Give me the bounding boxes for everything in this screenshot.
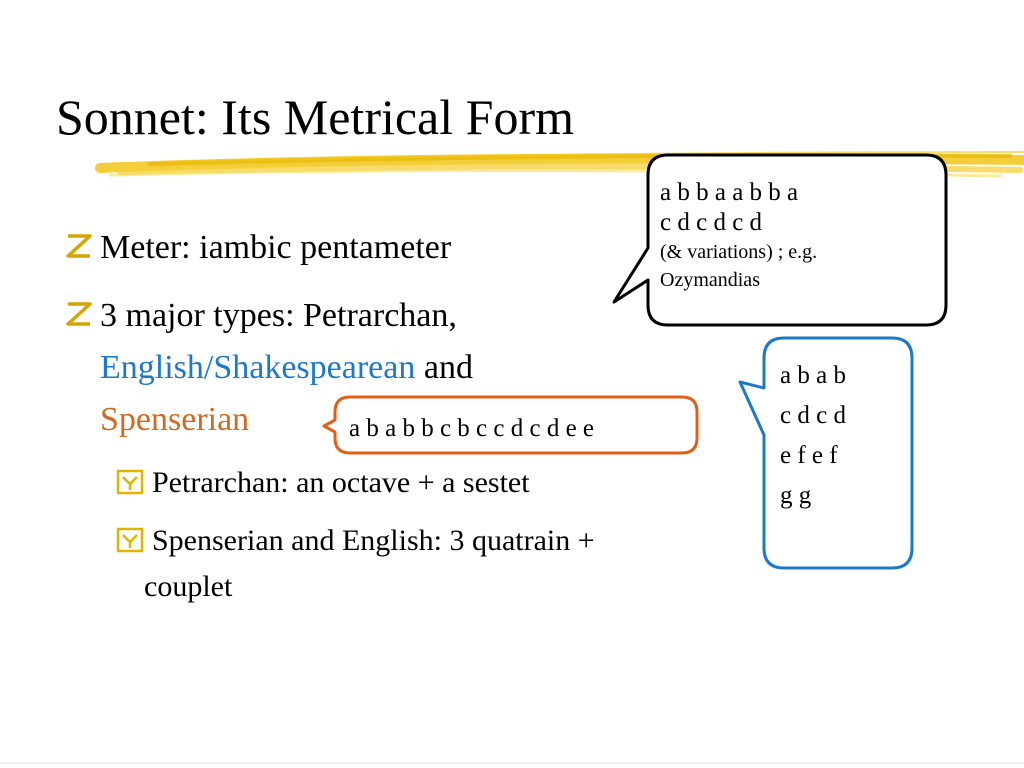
callout-english-text xyxy=(780,356,846,516)
callout-petrarchan-line1: a b b a a b b a xyxy=(660,179,799,206)
and-text: and xyxy=(415,349,473,386)
callout-english-line1: a b a b xyxy=(780,362,846,389)
callout-english-line2: c d c d xyxy=(780,402,846,429)
callout-petrarchan-line4: Ozymandias xyxy=(660,269,760,291)
sub-bullet-spenserian-english-line2: couplet xyxy=(144,570,233,603)
callout-spenserian-text: a b a b b c b c c d c d e e xyxy=(349,415,595,442)
callout-petrarchan-text xyxy=(660,178,817,294)
sub-bullet-spenserian-english-text: Spenserian and English: 3 quatrain + xyxy=(152,524,595,557)
slide-title: Sonnet: Its Metrical Form xyxy=(56,89,574,145)
callout-english-line3: e f e f xyxy=(780,442,838,469)
callout-petrarchan-line3: (& variations) ; e.g. xyxy=(660,241,818,263)
bullet-meter-text: Meter: iambic pentameter xyxy=(100,229,452,266)
spenserian-label: Spenserian xyxy=(100,401,250,438)
slide-bottom-border xyxy=(0,762,1024,764)
english-shakespearean-label: English/Shakespearean xyxy=(100,349,416,386)
callout-petrarchan-line2: c d c d c d xyxy=(660,209,763,236)
callout-english-line4: g g xyxy=(780,482,812,509)
sub-bullet-petrarchan-text: Petrarchan: an octave + a sestet xyxy=(152,466,530,499)
bullet-types-line1: 3 major types: Petrarchan, xyxy=(100,297,457,334)
